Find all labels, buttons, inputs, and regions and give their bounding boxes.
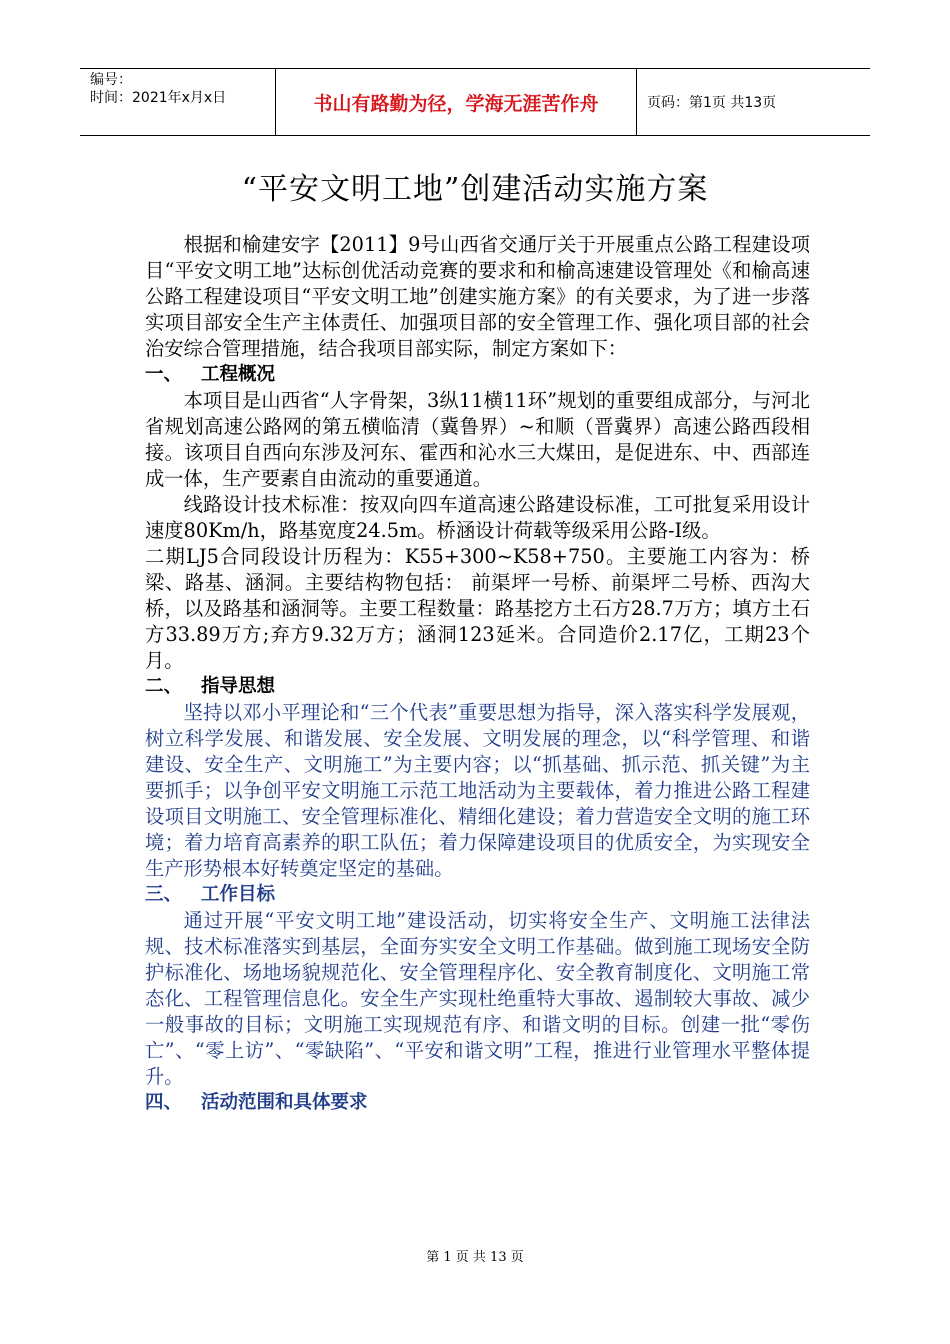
section-1-paragraph-2: 线路设计技术标准：按双向四车道高速公路建设标准，工可批复采用设计速度80Km/h，路基宽度24.5m。桥涵设计荷载等级采用公路-I级。 (145, 493, 810, 542)
section-heading-3 (145, 883, 810, 907)
document-title: “平安文明工地”创建活动实施方案 (241, 172, 709, 207)
time-label: 时间：2021年x月x日 (90, 90, 227, 106)
section-title: 工作目标 (201, 884, 276, 905)
header-page-info: 页码：第1页 共13页 (647, 95, 777, 111)
section-heading-4 (145, 1091, 810, 1115)
header-meta (80, 69, 276, 135)
header-table (80, 68, 870, 136)
section-number: 一、 (145, 364, 183, 385)
section-title: 指导思想 (201, 676, 276, 697)
code-label: 编号： (90, 72, 132, 88)
section-number: 四、 (145, 1092, 183, 1113)
section-number: 二、 (145, 676, 183, 697)
section-title: 活动范围和具体要求 (201, 1092, 368, 1113)
section-3-paragraph-1: 通过开展“平安文明工地”建设活动，切实将安全生产、文明施工法律法规、技术标准落实到基层，全面夯实安全文明工作基础。做到施工现场安全防护标准化、场地场貌规范化、安全管理程序化、安全教育制度化、文明施工常态化、工程管理信息化。安全生产实现杜绝重特大事故、遏制较大事故、减少一般事故的目标；文明施工实现规范有序、和谐文明的目标。创建一批“零伤亡”、“零上访”、“零缺陷”、“平安和谐文明”工程，推进行业管理水平整体提升。 (145, 909, 810, 1088)
intro-paragraph: 根据和榆建安字【2011】9号山西省交通厅关于开展重点公路工程建设项目“平安文明工地”达标创优活动竞赛的要求和和榆高速建设管理处《和榆高速公路工程建设项目“平安文明工地”创建实施方案》的有关要求，为了进一步落实项目部安全生产主体责任、加强项目部的安全管理工作、强化项目部的社会治安综合管理措施，结合我项目部实际，制定方案如下： (145, 233, 810, 360)
section-title: 工程概况 (201, 364, 276, 385)
section-heading-1 (145, 363, 810, 387)
section-1-paragraph-1: 本项目是山西省“人字骨架，3纵11横11环”规划的重要组成部分，与河北省规划高速公路网的第五横临清（冀鲁界）~和顺（晋冀界）高速公路西段相接。该项目自西向东涉及河东、霍西和沁水三大煤田，是促进东、中、西部连成一体，生产要素自由流动的重要通道。 (145, 389, 810, 490)
section-2-paragraph-1: 坚持以邓小平理论和“三个代表”重要思想为指导，深入落实科学发展观，树立科学发展、和谐发展、安全发展、文明发展的理念，以“科学管理、和谐建设、安全生产、文明施工”为主要内容；以“抓基础、抓示范、抓关键”为主要抓手；以争创平安文明施工示范工地活动为主要载体，着力推进公路工程建设项目文明施工、安全管理标准化、精细化建设；着力营造安全文明的施工环境；着力培育高素养的职工队伍；着力保障建设项目的优质安全，为实现安全生产形势根本好转奠定坚定的基础。 (145, 701, 810, 880)
section-heading-2 (145, 675, 810, 699)
page-footer: 第 1 页 共 13 页 (426, 1250, 524, 1265)
section-number: 三、 (145, 884, 183, 905)
document-body (145, 232, 810, 1116)
section-1-paragraph-3: 二期LJ5合同段设计历程为：K55+300~K58+750。主要施工内容为：桥梁、路基、涵洞。主要结构物包括： 前渠坪一号桥、前渠坪二号桥、西沟大桥，以及路基和涵洞等。主要工程数量：路基挖方土石方28.7万方；填方土石方33.89万方;弃方9.32万方；涵洞123延米。合同造价2.17亿，工期23个月。 (145, 545, 810, 672)
header-motto: 书山有路勤为径，学海无涯苦作舟 (276, 69, 637, 135)
